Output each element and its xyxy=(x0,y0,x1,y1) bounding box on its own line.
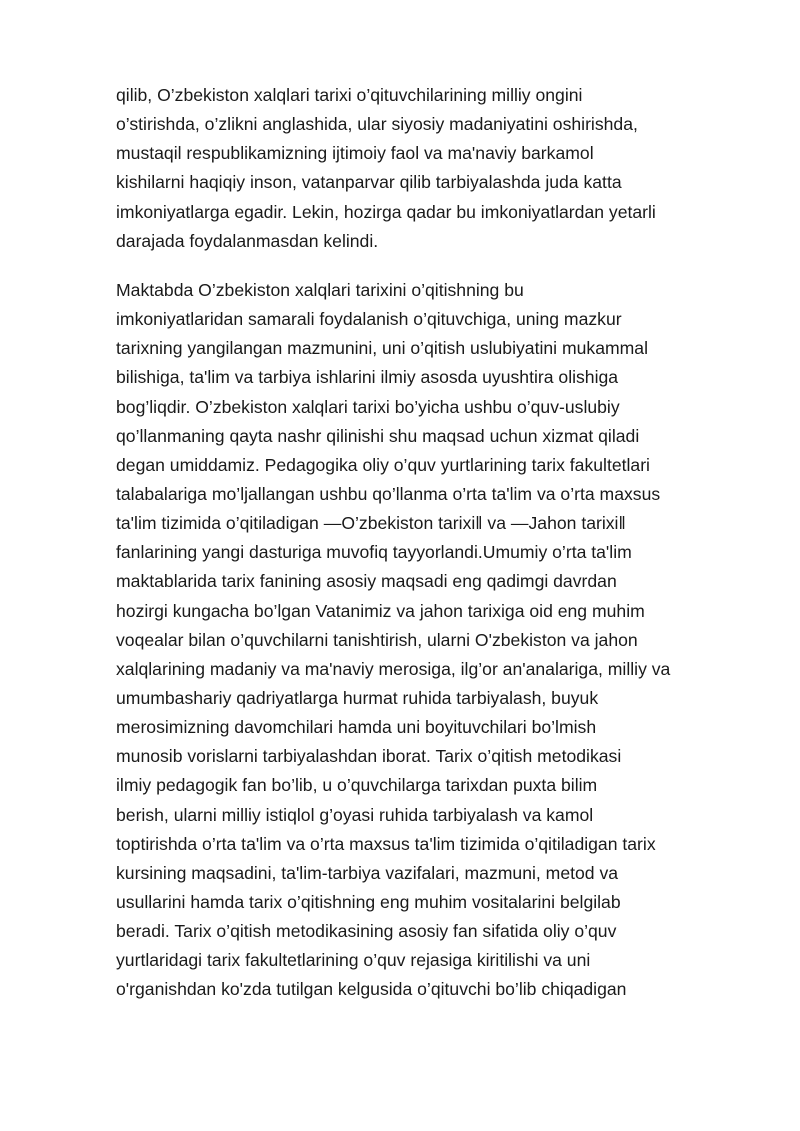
text-line: kursining maqsadini, ta'lim-tarbiya vazifalari, mazmuni, metod va xyxy=(116,862,619,883)
text-line: bog’liqdir. O’zbekiston xalqlari tarixi bo’yicha ushbu o’quv-uslubiy xyxy=(116,396,620,417)
text-line: yurtlaridagi tarix fakultetlarining o’quv rejasiga kiritilishi va uni xyxy=(116,950,591,971)
text-line: voqealar bilan o’quvchilarni tanishtirish, ularni O'zbekiston va jahon xyxy=(116,629,638,650)
text-line: fanlarining yangi dasturiga muvofiq tayyorlandi.Umumiy o’rta ta'lim xyxy=(116,542,632,563)
text-line: degan umiddamiz. Pedagogika oliy o’quv yurtlarining tarix fakultetlari xyxy=(116,454,650,475)
text-line: maktablarida tarix fanining asosiy maqsadi eng qadimgi davrdan xyxy=(116,571,617,592)
text-line: ilmiy pedagogik fan bo’lib, u o’quvchilarga tarixdan puxta bilim xyxy=(116,775,598,796)
paragraph-2 xyxy=(116,276,746,1005)
text-line: darajada foydalanmasdan kelindi. xyxy=(116,230,379,251)
text-line: hozirgi kungacha bo’lgan Vatanimiz va jahon tarixiga oid eng muhim xyxy=(116,600,645,621)
text-line: imkoniyatlarga egadir. Lekin, hozirga qadar bu imkoniyatlardan yetarli xyxy=(116,201,656,222)
text-line: kishilarni haqiqiy inson, vatanparvar qilib tarbiyalashda juda katta xyxy=(116,172,622,193)
text-line: ta'lim tizimida o’qitiladigan ―O’zbekiston tarixi‖ va ―Jahon tarixi‖ xyxy=(116,513,626,534)
text-line: toptirishda o’rta ta'lim va o’rta maxsus ta'lim tizimida o’qitiladigan tarix xyxy=(116,833,656,854)
text-line: beradi. Tarix o’qitish metodikasining asosiy fan sifatida oliy o’quv xyxy=(116,921,617,942)
paragraph-1 xyxy=(116,81,746,256)
text-line: imkoniyatlaridan samarali foydalanish o’qituvchiga, uning mazkur xyxy=(116,309,622,330)
text-line: talabalariga mo’ljallangan ushbu qo’llanma o’rta ta'lim va o’rta maxsus xyxy=(116,483,661,504)
text-line: tarixning yangilangan mazmunini, uni o’qitish uslubiyatini mukammal xyxy=(116,338,648,359)
text-line: o'rganishdan ko'zda tutilgan kelgusida o’qituvchi bo’lib chiqadigan xyxy=(116,979,627,1000)
text-line: merosimizning davomchilari hamda uni boyituvchilari bo’lmish xyxy=(116,717,597,738)
text-line: bilishiga, ta'lim va tarbiya ishlarini ilmiy asosda uyushtira olishiga xyxy=(116,367,619,388)
text-line: mustaqil respublikamizning ijtimoiy faol va ma'naviy barkamol xyxy=(116,143,594,164)
text-line: o’stirishda, o’zlikni anglashida, ular siyosiy madaniyatini oshirishda, xyxy=(116,114,638,135)
text-line: qilib, O’zbekiston xalqlari tarixi o’qituvchilarining milliy ongini xyxy=(116,85,583,105)
text-line: umumbashariy qadriyatlarga hurmat ruhida tarbiyalash, buyuk xyxy=(116,687,599,708)
text-line: berish, ularni milliy istiqlol g’oyasi ruhida tarbiyalash va kamol xyxy=(116,804,594,825)
text-line: usullarini hamda tarix o’qitishning eng muhim vositalarini belgilab xyxy=(116,891,621,912)
text-line: munosib vorislarni tarbiyalashdan iborat. Tarix o’qitish metodikasi xyxy=(116,746,622,767)
text-line: qo’llanmaning qayta nashr qilinishi shu maqsad uchun xizmat qiladi xyxy=(116,425,640,446)
text-line: Maktabda O’zbekiston xalqlari tarixini o’qitishning bu xyxy=(116,280,524,300)
text-line: xalqlarining madaniy va ma'naviy merosiga, ilg’or an'analariga, milliy va xyxy=(116,658,671,679)
